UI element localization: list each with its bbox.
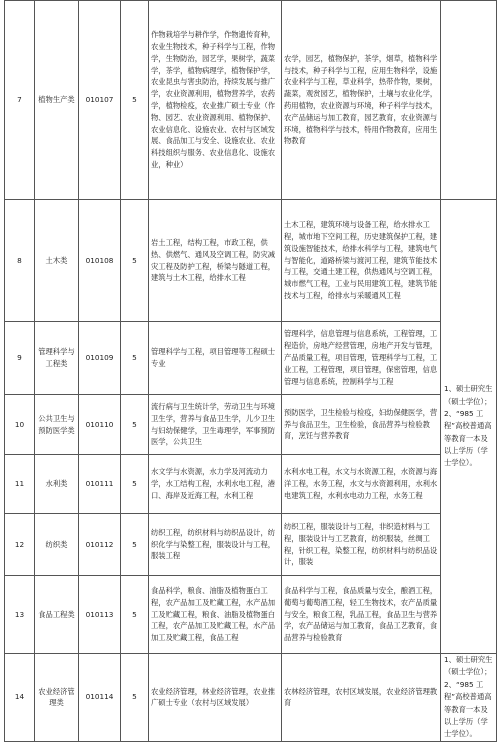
row-category: 土木类: [35, 200, 79, 322]
row-years: 5: [121, 576, 149, 654]
row-seq: 10: [5, 395, 35, 455]
table-row: [5, 455, 497, 514]
table-row: [5, 576, 497, 654]
row-code: 010107: [79, 1, 121, 200]
row-master-majors: 纺织工程，纺织材料与纺织品设计，纺织化学与染整工程，服装设计与工程，服装工程: [149, 514, 282, 576]
row-bachelor-majors: 食品科学与工程，食品质量与安全，酿酒工程，葡萄与葡萄酒工程，轻工生物技术，农产品质量与安全，粮食工程，乳品工程，食品卫生与营养学，农产品储运与加工教育，食品工艺教育，食品营养与检验教育: [282, 576, 441, 654]
row-master-majors: 农业经济管理，林业经济管理，农业推广硕士专业（农村与区域发展）: [149, 654, 282, 742]
requirement-cell: 1、硕士研究生（硕士学位）；2、“985 工程”高校普通高等教育一本及以上学历（学士学位）。: [441, 654, 497, 742]
table-row: [5, 200, 497, 322]
row-requirement: [441, 1, 497, 200]
row-master-majors: 作物栽培学与耕作学，作物遗传育种，农业生物技术，种子科学与工程，作物学，生物防治，园艺学，果树学，蔬菜学，茶学，植物病理学，植物保护学，农业昆虫与害虫防治，持续发展与推广学，农业资源利用，植物营养学，农药学，植物检疫，农业推广硕士专业（作物、园艺、农业资源利用、植物保护、农业信息化、设施农业、农村与区域发展、食品加工与安全、设施农业、农业科技组织与服务、农业信息化、设施农业，种业）: [149, 1, 282, 200]
row-code: 010113: [79, 576, 121, 654]
row-years: 5: [121, 200, 149, 322]
row-seq: 11: [5, 455, 35, 514]
row-code: 010114: [79, 654, 121, 742]
row-seq: 14: [5, 654, 35, 742]
row-code: 010110: [79, 395, 121, 455]
row-seq: 13: [5, 576, 35, 654]
row-seq: 9: [5, 322, 35, 395]
table-row: [5, 322, 497, 395]
row-category: 公共卫生与预防医学类: [35, 395, 79, 455]
row-category: 食品工程类: [35, 576, 79, 654]
row-bachelor-majors: 农学，园艺，植物保护，茶学，烟草，植物科学与技术，种子科学与工程，应用生物科学，设施农业科学与工程，草业科学，热带作物，果树，蔬菜，观赏园艺，植物保护，土壤与农业化学，药用植物，农业资源与环境，种子科学与技术，农产品储运与加工教育，园艺教育，农业资源与环境，植物科学与技术，特用作物教育，应用生物教育: [282, 1, 441, 200]
row-code: 010112: [79, 514, 121, 576]
table-row: [5, 395, 497, 455]
row-master-majors: 管理科学与工程，项目管理等工程硕士专业: [149, 322, 282, 395]
row-bachelor-majors: 农林经济管理，农村区域发展，农业经济管理教育: [282, 654, 441, 742]
table-row: [5, 1, 497, 200]
row-seq: 8: [5, 200, 35, 322]
row-category: 农业经济管理类: [35, 654, 79, 742]
table-row: [5, 654, 497, 742]
row-bachelor-majors: 土木工程，建筑环境与设备工程，给水排水工程，城市地下空间工程，历史建筑保护工程，建筑设施智能技术，给排水科学与工程，建筑电气与智能化，道路桥梁与渡河工程，建筑节能技术与工程，交通土建工程，供热通风与空调工程，城市燃气工程，工业与民用建筑工程，建筑节能技术与工程，给排水与采暖通风工程: [282, 200, 441, 322]
row-category: 水利类: [35, 455, 79, 514]
row-code: 010111: [79, 455, 121, 514]
row-seq: 7: [5, 1, 35, 200]
row-bachelor-majors: 纺织工程，服装设计与工程，非织造材料与工程，服装设计与工艺教育，纺织服装，丝绸工程，针织工程，染整工程，纺织材料与纺织品设计，服装: [282, 514, 441, 576]
row-master-majors: 水文学与水资源，水力学及河流动力学，水工结构工程，水利水电工程，港口、海岸及近海工程，水利工程: [149, 455, 282, 514]
row-category: 管理科学与工程类: [35, 322, 79, 395]
row-years: 5: [121, 395, 149, 455]
row-years: 5: [121, 455, 149, 514]
major-catalog-table: [4, 0, 497, 742]
row-years: 5: [121, 654, 149, 742]
row-category: 纺织类: [35, 514, 79, 576]
row-master-majors: 流行病与卫生统计学，劳动卫生与环境卫生学，营养与食品卫生学，儿少卫生与妇幼保健学，卫生毒理学，军事预防医学，公共卫生: [149, 395, 282, 455]
row-master-majors: 食品科学，粮食、油脂及植物蛋白工程，农产品加工及贮藏工程，水产品加工及贮藏工程，粮食、油脂及植物蛋白工程，农产品加工及贮藏工程，水产品加工及贮藏工程，食品工程: [149, 576, 282, 654]
row-seq: 12: [5, 514, 35, 576]
row-code: 010108: [79, 200, 121, 322]
row-bachelor-majors: 预防医学，卫生检验与检疫，妇幼保健医学，营养与食品卫生，卫生检验，食品营养与检验教育，烹饪与营养教育: [282, 395, 441, 455]
row-bachelor-majors: 水利水电工程，水文与水资源工程，水资源与海洋工程，水务工程，水文与水资源利用，水利水电建筑工程，水利水电动力工程，水务工程: [282, 455, 441, 514]
row-master-majors: 岩土工程，结构工程，市政工程，供热、供燃气、通风及空调工程，防灾减灾工程及防护工程，桥梁与隧道工程，建筑与土木工程，给排水工程: [149, 200, 282, 322]
requirement-cell: 1、硕士研究生（硕士学位）；2、“985 工程”高校普通高等教育一本及以上学历（学士学位）。: [441, 200, 497, 654]
row-years: 5: [121, 1, 149, 200]
row-bachelor-majors: 管理科学，信息管理与信息系统，工程管理，工程造价，房地产经营管理，房地产开发与管理，产品质量工程，项目管理，管理科学与工程，工业工程，工程管理，项目管理，保密管理，信息管理与信息系统，控制科学与工程: [282, 322, 441, 395]
table-row: [5, 514, 497, 576]
row-code: 010109: [79, 322, 121, 395]
row-category: 植物生产类: [35, 1, 79, 200]
row-years: 5: [121, 322, 149, 395]
row-years: 5: [121, 514, 149, 576]
